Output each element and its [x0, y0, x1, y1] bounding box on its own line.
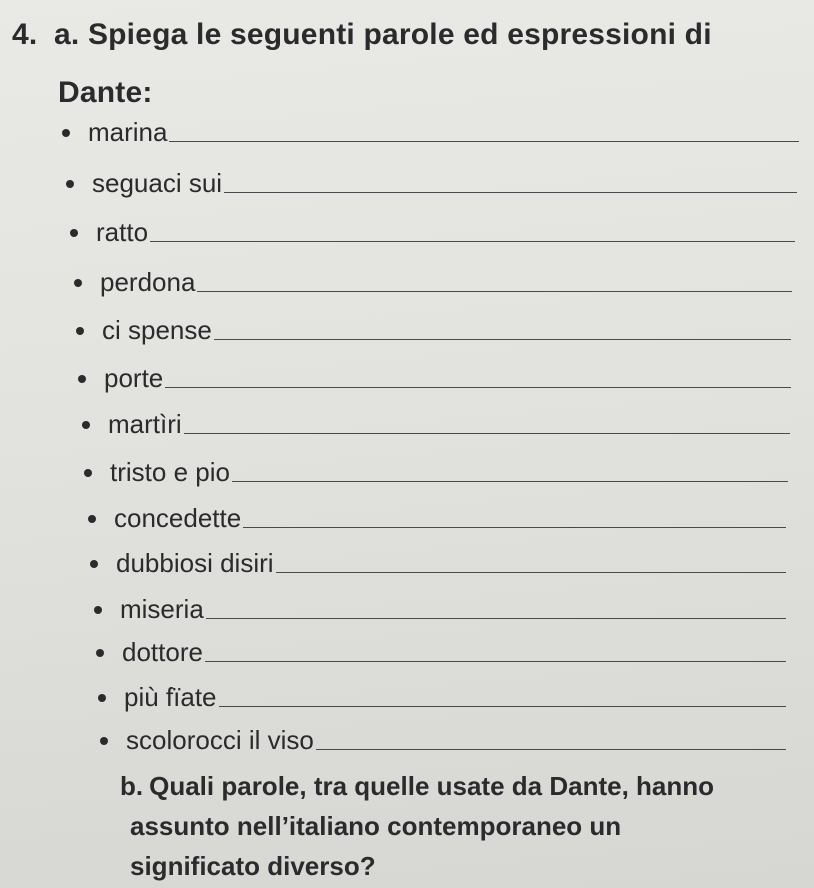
- answer-line[interactable]: [276, 571, 786, 573]
- part-a-title-line-1: Spiega le seguenti parole ed espressioni di: [87, 18, 712, 51]
- item-word: porte: [104, 363, 164, 393]
- item-word: dottore: [122, 637, 203, 667]
- item-word: ci spense: [102, 315, 212, 345]
- bullet-icon: [76, 327, 84, 335]
- answer-line[interactable]: [150, 240, 795, 242]
- part-b-question: [120, 766, 800, 886]
- answer-line[interactable]: [169, 140, 799, 142]
- list-item: [82, 404, 790, 440]
- part-b-line-2: assunto nell’italiano contemporaneo un: [130, 811, 622, 841]
- answer-line[interactable]: [224, 191, 797, 193]
- item-word: dubbiosi disiri: [116, 548, 274, 578]
- answer-line[interactable]: [165, 386, 791, 388]
- list-item: [70, 212, 795, 248]
- list-item: [76, 310, 791, 346]
- answer-line[interactable]: [214, 338, 791, 340]
- item-word: ratto: [96, 217, 149, 247]
- list-item: [96, 632, 786, 668]
- bullet-icon: [74, 279, 82, 287]
- bullet-icon: [90, 560, 98, 568]
- part-b-line-1: [120, 771, 714, 801]
- bullet-icon: [100, 737, 108, 745]
- list-item: [90, 543, 786, 579]
- bullet-icon: [70, 229, 78, 237]
- list-item: [94, 589, 786, 625]
- bullet-icon: [66, 180, 74, 188]
- bullet-icon: [62, 129, 70, 137]
- bullet-icon: [88, 515, 96, 523]
- item-word: concedette: [114, 503, 242, 533]
- exercise-number: 4.: [12, 18, 38, 51]
- list-item: [84, 452, 788, 488]
- answer-line[interactable]: [206, 617, 786, 619]
- item-word: martìri: [108, 409, 182, 439]
- item-word: miseria: [120, 594, 204, 624]
- bullet-icon: [84, 469, 92, 477]
- list-item: [100, 720, 786, 756]
- answer-line[interactable]: [219, 705, 786, 707]
- part-b-text-1: Quali parole, tra quelle usate da Dante, hanno: [149, 771, 715, 801]
- answer-line[interactable]: [197, 290, 792, 292]
- list-item: [66, 163, 797, 199]
- bullet-icon: [96, 649, 104, 657]
- list-item: [74, 262, 792, 298]
- list-item: [88, 498, 786, 534]
- list-item: [62, 112, 799, 148]
- bullet-icon: [78, 375, 86, 383]
- answer-line[interactable]: [316, 748, 786, 750]
- list-item: [78, 358, 791, 394]
- bullet-icon: [98, 694, 106, 702]
- item-word: perdona: [100, 267, 196, 297]
- bullet-icon: [94, 606, 102, 614]
- list-item: [98, 677, 786, 713]
- answer-line[interactable]: [232, 480, 788, 482]
- part-a-label: a.: [53, 18, 80, 51]
- item-word: più fïate: [124, 682, 217, 712]
- part-b-label: b.: [120, 771, 144, 801]
- item-word: seguaci sui: [92, 168, 223, 198]
- item-word: marina: [88, 117, 168, 147]
- answer-line[interactable]: [243, 526, 786, 528]
- answer-line[interactable]: [205, 660, 786, 662]
- bullet-icon: [82, 421, 90, 429]
- item-word: scolorocci il viso: [126, 725, 314, 755]
- item-word: tristo e pio: [110, 457, 230, 487]
- answer-line[interactable]: [184, 432, 790, 434]
- part-a-title-line-2: Dante:: [58, 76, 153, 109]
- part-b-line-3: significato diverso?: [130, 851, 376, 881]
